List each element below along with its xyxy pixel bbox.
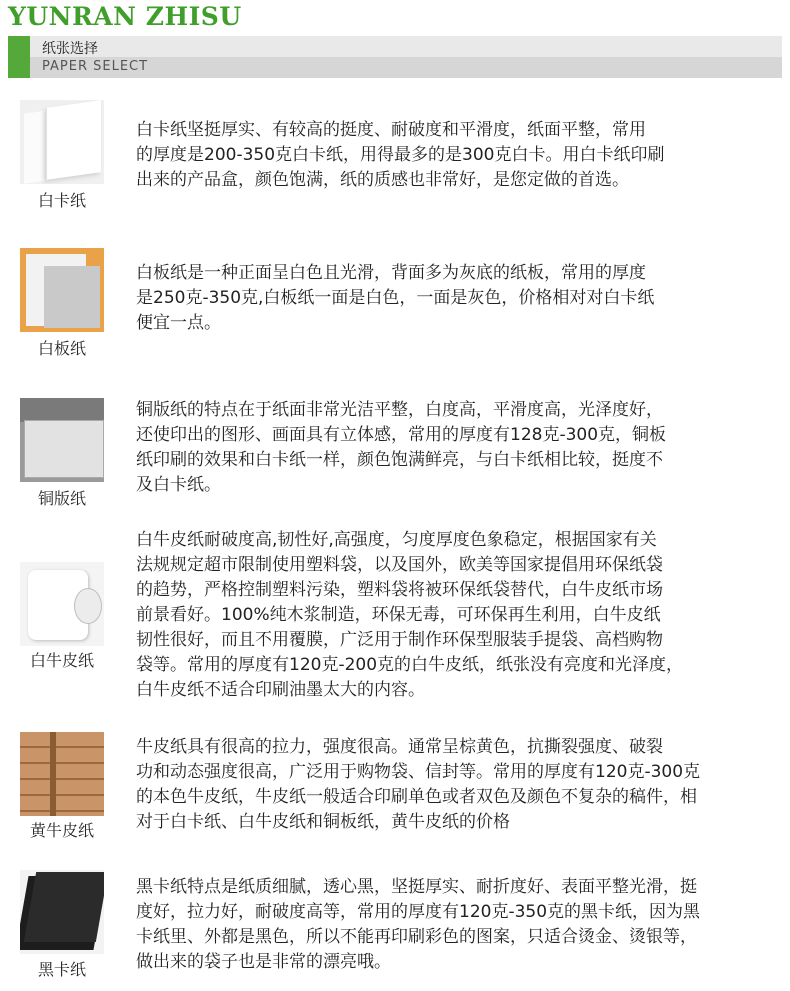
paper-label: 黑卡纸	[37, 960, 86, 979]
paper-label: 白卡纸	[37, 191, 86, 210]
brand-logo: YUNRAN ZHISU	[8, 2, 242, 31]
section-header	[8, 36, 782, 78]
paper-description: 白卡纸坚挺厚实、有较高的挺度、耐破度和平滑度，纸面平整，常用 的厚度是200-350克白卡纸，用得最多的是300克白卡。用白卡纸印刷 出来的产品盒，颜色饱满，纸的质感也非常好，是您定做的首选。	[136, 120, 665, 190]
paper-description: 白牛皮纸耐破度高,韧性好,高强度，匀度厚度色象稳定，根据国家有关 法规规定超市限制使用塑料袋，以及国外，欧美等国家提倡用环保纸袋 的趋势，严格控制塑料污染，塑料袋将被环保纸袋替代，白牛皮纸市场 前景看好。100%纯木浆制造，环保无毒，可环保再生利用，白牛皮纸 韧性很好，而且不用覆膜，广泛用于制作环保型服装手提袋、高档购物 袋等。常用的厚度有120克-200克的白牛皮纸，纸张没有亮度和光泽度， 白牛皮纸不适合印刷油墨太大的内容。	[136, 530, 684, 700]
paper-description: 黑卡纸特点是纸质细腻，透心黑，坚挺厚实、耐折度好、表面平整光滑，挺 度好，拉力好，耐破度高等，常用的厚度有120克-350克的黑卡纸，因为黑 卡纸里、外都是黑色，所以不能再印刷彩色的图案，只适合烫金、烫银等， 做出来的袋子也是非常的漂亮哦。	[136, 877, 701, 972]
paper-label: 白板纸	[37, 339, 86, 358]
section-title-en: PAPER SELECT	[42, 59, 149, 74]
section-title-cn: 纸张选择	[42, 41, 98, 57]
section-accent-bar	[8, 36, 30, 78]
paper-label: 铜版纸	[37, 489, 86, 508]
paper-description: 牛皮纸具有很高的拉力，强度很高。通常呈棕黄色，抗撕裂强度、破裂 功和动态强度很高，广泛用于购物袋、信封等。常用的厚度有120克-300克 的本色牛皮纸，牛皮纸一般适合印刷单色或者双色及颜色不复杂的稿件，相 对于白卡纸、白牛皮纸和铜板纸，黄牛皮纸的价格	[136, 737, 701, 832]
coated-paper-image	[20, 398, 104, 482]
paper-description: 白板纸是一种正面呈白色且光滑，背面多为灰底的纸板，常用的厚度 是250克-350克,白板纸一面是白色，一面是灰色，价格相对对白卡纸 便宜一点。	[136, 263, 655, 333]
white-kraft-roll-image	[20, 562, 104, 646]
paper-label: 白牛皮纸	[29, 651, 94, 670]
white-board-paper-image	[20, 248, 104, 332]
paper-label: 黄牛皮纸	[29, 821, 94, 840]
brown-kraft-stack-image	[20, 732, 104, 816]
black-cardboard-image	[20, 870, 104, 954]
white-cardboard-image	[20, 100, 104, 184]
paper-description: 铜版纸的特点在于纸面非常光洁平整，白度高，平滑度高，光泽度好， 还使印出的图形、画面具有立体感，常用的厚度有128克-300克，铜板 纸印刷的效果和白卡纸一样，颜色饱满鲜亮，与白卡纸相比较，挺度不 及白卡纸。	[136, 400, 667, 495]
